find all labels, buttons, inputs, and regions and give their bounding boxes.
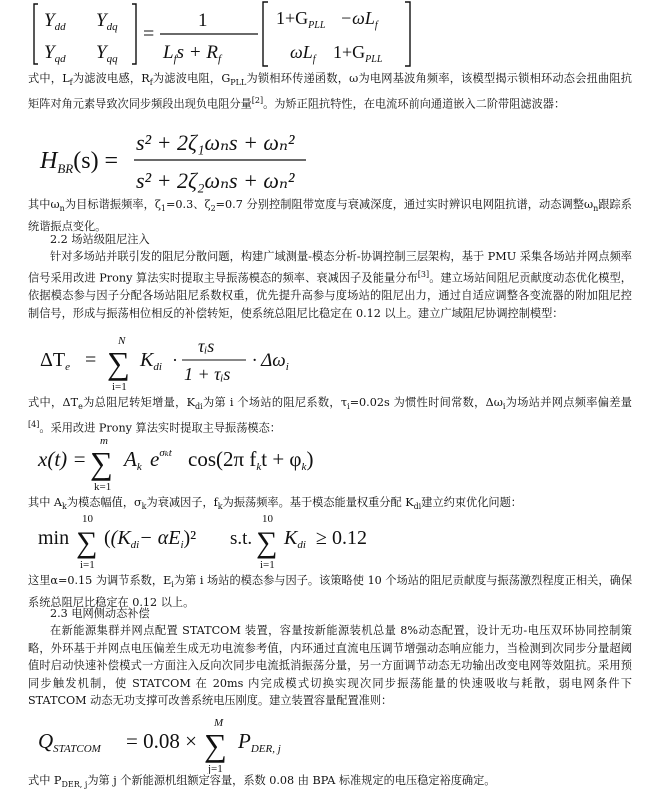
q-statcom-lhs: QSTATCOM: [38, 729, 101, 755]
equation-admittance-matrix: [0, 0, 656, 70]
fraction-numerator: 1: [198, 10, 208, 31]
objective-body: ($(K_{di}- \alpha E_i)^2$: [104, 527, 197, 551]
sum-symbol: ∑: [107, 345, 130, 381]
filter-denominator: s² + 2ζ₂ωₙs + ωₙ²: [136, 168, 295, 193]
fraction-denominator: $L_fs + R_f$: [163, 42, 222, 65]
sum-lower-limit: k=1: [94, 481, 112, 493]
h-br-lhs: $H_{BR}(s)$ =: [40, 148, 119, 176]
delta-te-lhs: $\Delta T_e$: [40, 349, 70, 373]
equation-prony-modes: [0, 432, 656, 494]
coefficient: = 0.08 ×: [126, 729, 197, 753]
sum-upper-limit: m: [100, 435, 108, 447]
k-di: $K_{di}$: [140, 349, 162, 373]
amplitude-a-k: Ak: [124, 447, 142, 473]
paragraph-torque-params: 式中，$\Delta T_e$为总阻尼转矩增量，$K_{di}$为第 i 个场站的阻尼系数，$\tau_i=0.02s$ 为惯性时间常数，$\Delta\omega_i$为场站并网点频率偏差量[4]。采用改进 Prony 算法实时提取主导振荡模态：: [28, 396, 632, 435]
equation-band-stop-filter: [0, 122, 656, 198]
matrix-y-qq: $Y_{qq}$: [96, 42, 118, 65]
citation-4: [4]: [28, 419, 40, 429]
sum-symbol: ∑: [76, 526, 98, 559]
paragraph-mode-params: 其中 $A_k$为模态幅值，$\sigma_k$为衰减因子，$f_k$为振荡频率。基于模态能量权重分配 $K_{di}$建立约束优化问题：: [28, 496, 522, 512]
matrix-m21: $\omega L_f$: [290, 42, 316, 65]
equation-damping-torque: [0, 332, 656, 394]
delta-omega-i: · $\Delta\omega_i$: [252, 350, 289, 373]
paragraph-pll-description: 式中，$L_f$为滤波电感，$R_f$为滤波电阻，$G_{PLL}$为锁相环传递函数，ω为电网基波角频率，该模型揭示锁相环动态会扭曲阻抗矩阵对角元素导致次同步频段出现负电阻分量[2]。为矫正阻抗特性，在电流环前向通道嵌入二阶带阻滤波器：: [28, 72, 632, 111]
matrix-m22: $1+G_{PLL}$: [333, 42, 383, 65]
matrix-m11: $1+G_{PLL}$: [276, 8, 326, 31]
paragraph-filter-params: 其中$\omega_n$为目标谐振频率，$\zeta_1=0.3$、$\zeta_2=0.7$ 分别控制阻带宽度与衰减深度，通过实时辨识电网阻抗谱，动态调整$\omega_n$跟踪系统谐振点变化。: [28, 198, 632, 233]
matrix-y-qd: $Y_{qd}$: [44, 42, 66, 65]
sum-upper-limit: 10: [82, 513, 93, 525]
min-operator: min: [38, 527, 70, 549]
sum-symbol: ∑: [90, 445, 113, 481]
constraint-rhs: ≥ 0.12: [316, 527, 367, 549]
sum-upper-limit: M: [214, 717, 224, 729]
matrix-y-dq: $Y_{dq}$: [96, 10, 118, 33]
sum2-upper-limit: 10: [262, 513, 273, 525]
paragraph-strategy-summary: 这里α=0.15 为调节系数，$E_i$为第 i 场站的模态参与因子。该策略使 10 个场站的阻尼贡献度与振荡激烈程度正相关，确保系统总阻尼比稳定在 0.12 以上。: [28, 574, 633, 609]
sum-lower-limit: j=1: [208, 763, 223, 774]
paragraph-statcom: 在新能源集群并网点配置 STATCOM 装置，容量按新能源装机总量 8%动态配置，设计无功-电压双环协同控制策略，外环基于并网点电压偏差生成无功电流参考值，内环通过直流电压调节增强动态响应能力，当检测到次同步分量超阈值时启动快速补偿模式一方面注入反向次同步电流抵消振荡分量，另一方面调节动态无功输出改变电网等效阻抗。采用预同步触发机制，使 STATCOM 在 20ms 内完成模式切换实现次同步振荡能量的快速吸收与耗散，弱电网条件下 STATCOM 动态无功支撑可改善系统电压刚度。建立装置容量配置准则：: [28, 624, 632, 708]
filter-numerator: s² + 2ζ₁ωₙs + ωₙ²: [136, 130, 295, 155]
x-t-lhs: x(t) =: [38, 447, 87, 471]
tau-numerator: τᵢs: [198, 336, 215, 356]
exp-term: $e^{\sigma_kt}$: [150, 447, 172, 471]
equation-optimization: [0, 512, 656, 572]
equation-statcom-capacity: [0, 714, 656, 774]
paragraph-capacity-note: 式中 $P_{DER, j}$为第 j 个新能源机组额定容量，系数 0.08 由 BPA 标准规定的电压稳定裕度确定。: [28, 774, 496, 790]
sum-symbol: ∑: [204, 727, 227, 763]
citation-2: [2]: [251, 95, 264, 105]
matrix-m12: $-\omega L_f$: [340, 8, 378, 31]
section-heading-2-2: 2.2 场站级阻尼注入: [50, 233, 150, 246]
section-heading-2-3: 2.3 电网侧动态补偿: [50, 607, 150, 620]
cos-term: cos(2π fkt + φk): [188, 447, 314, 473]
sum2-lower-limit: i=1: [260, 559, 275, 571]
p-der-j: PDER, j: [238, 729, 281, 755]
equals-sign: =: [85, 349, 97, 371]
matrix-y-dd: $Y_{dd}$: [44, 10, 66, 33]
constraint-k-di: $K_{di}$: [284, 527, 306, 551]
sum2-symbol: ∑: [256, 526, 278, 559]
sum-upper-limit: N: [118, 335, 126, 347]
sum-lower-limit: i=1: [112, 381, 127, 393]
subject-to: s.t.: [230, 528, 253, 549]
svg-text:·: ·: [172, 350, 178, 370]
tau-denominator: 1 + τᵢs: [184, 364, 231, 384]
equals-sign: =: [143, 23, 155, 45]
paragraph-wide-area-damping: 针对多场站并联引发的阻尼分散问题，构建广域测量-模态分析-协调控制三层架构，基于 PMU 采集各场站并网点频率信号采用改进 Prony 算法实时提取主导振荡模态的频率、衰减因子及能量分布[3]。建立场站间阻尼贡献度动态优化模型，依据模态参与因子分配各场站阻尼系数权重，优先提升高参与度场站的阻尼出力，通过自适应调整各变流器的附加阻尼控制信号，形成与振荡相位相反的补偿转矩，使系统总阻尼比稳定在 0.12 以上。建立广域阻尼协调控制模型：: [28, 250, 632, 320]
sum-lower-limit: i=1: [80, 559, 95, 571]
citation-3: [3]: [417, 269, 430, 279]
